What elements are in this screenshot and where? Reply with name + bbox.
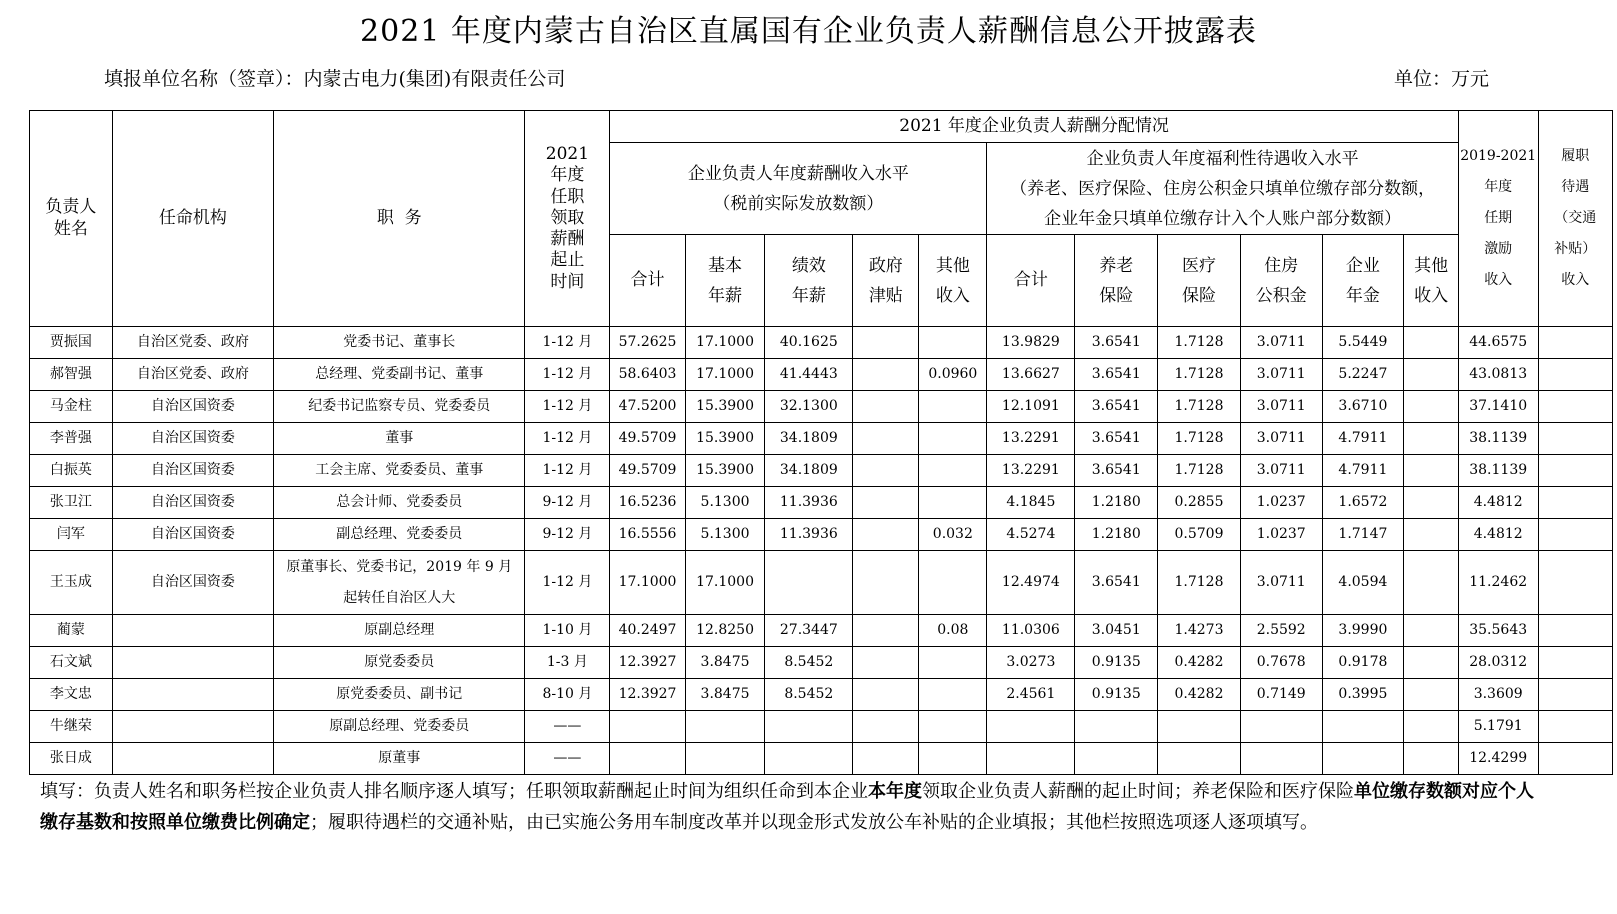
cell-welfare-total [987, 743, 1075, 775]
cell-housing-fund: 3.0711 [1240, 423, 1322, 455]
header-annuity: 企业 年金 [1322, 235, 1404, 327]
cell-medical: 1.7128 [1158, 423, 1241, 455]
salary-table [29, 110, 1613, 775]
cell-duty-allowance [1538, 743, 1613, 775]
cell-incentive: 37.1410 [1458, 391, 1538, 423]
cell-welfare-other [1404, 423, 1459, 455]
cell-incentive: 11.2462 [1458, 551, 1538, 615]
header-incentive: 2019-2021 年度 任期 激励 收入 [1458, 111, 1538, 327]
cell-appointer [112, 711, 273, 743]
cell-welfare-total: 13.6627 [987, 359, 1075, 391]
cell-salary-total: 47.5200 [610, 391, 685, 423]
cell-position: 总会计师、党委委员 [274, 487, 525, 519]
cell-welfare-other [1404, 551, 1459, 615]
cell-name: 张日成 [30, 743, 113, 775]
cell-performance-salary: 8.5452 [765, 647, 853, 679]
cell-performance-salary: 32.1300 [765, 391, 853, 423]
cell-period: —— [525, 743, 610, 775]
cell-salary-other: 0.08 [919, 615, 987, 647]
cell-duty-allowance [1538, 487, 1613, 519]
cell-position: 董事 [274, 423, 525, 455]
cell-period: 1-12 月 [525, 551, 610, 615]
table-row [30, 487, 1613, 519]
cell-pension: 1.2180 [1075, 487, 1158, 519]
cell-base-salary: 5.1300 [685, 519, 765, 551]
cell-performance-salary: 8.5452 [765, 679, 853, 711]
cell-duty-allowance [1538, 423, 1613, 455]
header-period: 2021 年度 任职 领取 薪酬 起止 时间 [525, 111, 610, 327]
cell-welfare-other [1404, 647, 1459, 679]
cell-appointer: 自治区国资委 [112, 519, 273, 551]
cell-housing-fund [1240, 711, 1322, 743]
header-gov-allowance: 政府 津贴 [853, 235, 919, 327]
cell-position: 原党委委员、副书记 [274, 679, 525, 711]
cell-welfare-total: 11.0306 [987, 615, 1075, 647]
cell-performance-salary [765, 711, 853, 743]
cell-medical [1158, 711, 1241, 743]
cell-salary-other [919, 391, 987, 423]
cell-base-salary [685, 711, 765, 743]
cell-name: 白振英 [30, 455, 113, 487]
cell-name: 李文忠 [30, 679, 113, 711]
cell-gov-allowance [853, 359, 919, 391]
cell-name: 马金柱 [30, 391, 113, 423]
cell-welfare-total: 13.2291 [987, 455, 1075, 487]
cell-appointer [112, 615, 273, 647]
cell-performance-salary [765, 743, 853, 775]
cell-name: 李普强 [30, 423, 113, 455]
cell-gov-allowance [853, 615, 919, 647]
cell-period: 1-12 月 [525, 455, 610, 487]
header-welfare-total: 合计 [987, 235, 1075, 327]
cell-salary-other: 0.032 [919, 519, 987, 551]
cell-base-salary: 15.3900 [685, 391, 765, 423]
cell-pension: 3.0451 [1075, 615, 1158, 647]
cell-housing-fund: 3.0711 [1240, 551, 1322, 615]
cell-incentive: 4.4812 [1458, 519, 1538, 551]
table-row [30, 679, 1613, 711]
cell-appointer [112, 743, 273, 775]
cell-position: 副总经理、党委委员 [274, 519, 525, 551]
cell-salary-total: 40.2497 [610, 615, 685, 647]
cell-welfare-total: 4.1845 [987, 487, 1075, 519]
cell-salary-total: 49.5709 [610, 423, 685, 455]
header-performance-salary: 绩效 年薪 [765, 235, 853, 327]
cell-name: 牛继荣 [30, 711, 113, 743]
cell-base-salary: 3.8475 [685, 647, 765, 679]
cell-incentive: 5.1791 [1458, 711, 1538, 743]
cell-housing-fund: 3.0711 [1240, 327, 1322, 359]
cell-name: 蔺蒙 [30, 615, 113, 647]
cell-welfare-total: 12.1091 [987, 391, 1075, 423]
cell-duty-allowance [1538, 647, 1613, 679]
cell-welfare-total: 13.9829 [987, 327, 1075, 359]
cell-annuity: 0.3995 [1322, 679, 1404, 711]
cell-performance-salary [765, 551, 853, 615]
cell-salary-other [919, 743, 987, 775]
cell-performance-salary: 34.1809 [765, 455, 853, 487]
cell-annuity: 4.7911 [1322, 423, 1404, 455]
table-row [30, 743, 1613, 775]
cell-housing-fund: 3.0711 [1240, 455, 1322, 487]
cell-period: 9-12 月 [525, 487, 610, 519]
cell-appointer: 自治区国资委 [112, 487, 273, 519]
cell-position: 党委书记、董事长 [274, 327, 525, 359]
cell-salary-total: 57.2625 [610, 327, 685, 359]
cell-period: 1-3 月 [525, 647, 610, 679]
cell-housing-fund: 1.0237 [1240, 487, 1322, 519]
table-row [30, 551, 1613, 615]
cell-appointer: 自治区国资委 [112, 551, 273, 615]
cell-housing-fund: 0.7678 [1240, 647, 1322, 679]
cell-position: 原党委委员 [274, 647, 525, 679]
header-welfare-other: 其他 收入 [1404, 235, 1459, 327]
cell-salary-total: 12.3927 [610, 647, 685, 679]
cell-gov-allowance [853, 743, 919, 775]
cell-base-salary [685, 743, 765, 775]
cell-gov-allowance [853, 487, 919, 519]
cell-incentive: 43.0813 [1458, 359, 1538, 391]
cell-pension: 3.6541 [1075, 327, 1158, 359]
cell-medical: 0.4282 [1158, 679, 1241, 711]
cell-housing-fund: 3.0711 [1240, 391, 1322, 423]
cell-performance-salary: 11.3936 [765, 487, 853, 519]
cell-annuity: 0.9178 [1322, 647, 1404, 679]
cell-performance-salary: 11.3936 [765, 519, 853, 551]
cell-duty-allowance [1538, 327, 1613, 359]
cell-appointer: 自治区党委、政府 [112, 359, 273, 391]
cell-annuity: 1.6572 [1322, 487, 1404, 519]
cell-pension [1075, 743, 1158, 775]
cell-pension [1075, 711, 1158, 743]
header-name: 负责人 姓名 [30, 111, 113, 327]
page-title: 2021 年度内蒙古自治区直属国有企业负责人薪酬信息公开披露表 [360, 14, 1257, 49]
cell-base-salary: 17.1000 [685, 551, 765, 615]
cell-duty-allowance [1538, 711, 1613, 743]
cell-housing-fund: 2.5592 [1240, 615, 1322, 647]
cell-pension: 0.9135 [1075, 647, 1158, 679]
cell-base-salary: 3.8475 [685, 679, 765, 711]
cell-position: 原副总经理 [274, 615, 525, 647]
cell-duty-allowance [1538, 455, 1613, 487]
cell-position: 工会主席、党委委员、董事 [274, 455, 525, 487]
cell-duty-allowance [1538, 391, 1613, 423]
cell-salary-other [919, 551, 987, 615]
cell-annuity: 4.7911 [1322, 455, 1404, 487]
cell-gov-allowance [853, 423, 919, 455]
cell-gov-allowance [853, 647, 919, 679]
cell-welfare-other [1404, 327, 1459, 359]
cell-name: 郝智强 [30, 359, 113, 391]
cell-gov-allowance [853, 711, 919, 743]
cell-medical [1158, 743, 1241, 775]
cell-salary-total [610, 711, 685, 743]
cell-annuity: 4.0594 [1322, 551, 1404, 615]
cell-welfare-other [1404, 455, 1459, 487]
cell-incentive: 28.0312 [1458, 647, 1538, 679]
cell-gov-allowance [853, 327, 919, 359]
header-salary-total: 合计 [610, 235, 685, 327]
cell-gov-allowance [853, 551, 919, 615]
cell-pension: 1.2180 [1075, 519, 1158, 551]
cell-annuity: 1.7147 [1322, 519, 1404, 551]
cell-name: 贾振国 [30, 327, 113, 359]
header-salary-group: 企业负责人年度薪酬收入水平 （税前实际发放数额） [610, 143, 987, 235]
cell-salary-total: 12.3927 [610, 679, 685, 711]
cell-welfare-other [1404, 359, 1459, 391]
header-medical: 医疗 保险 [1158, 235, 1241, 327]
cell-period: 1-10 月 [525, 615, 610, 647]
cell-pension: 3.6541 [1075, 551, 1158, 615]
cell-gov-allowance [853, 679, 919, 711]
cell-welfare-other [1404, 679, 1459, 711]
cell-annuity: 5.2247 [1322, 359, 1404, 391]
cell-pension: 3.6541 [1075, 391, 1158, 423]
cell-duty-allowance [1538, 551, 1613, 615]
cell-salary-total: 58.6403 [610, 359, 685, 391]
cell-period: 1-12 月 [525, 423, 610, 455]
cell-position: 原董事 [274, 743, 525, 775]
cell-salary-other [919, 423, 987, 455]
cell-performance-salary: 27.3447 [765, 615, 853, 647]
cell-welfare-other [1404, 487, 1459, 519]
cell-pension: 0.9135 [1075, 679, 1158, 711]
table-row [30, 455, 1613, 487]
cell-position: 纪委书记监察专员、党委委员 [274, 391, 525, 423]
cell-housing-fund: 1.0237 [1240, 519, 1322, 551]
cell-performance-salary: 40.1625 [765, 327, 853, 359]
table-row [30, 519, 1613, 551]
cell-period: 1-12 月 [525, 391, 610, 423]
cell-incentive: 38.1139 [1458, 455, 1538, 487]
header-base-salary: 基本 年薪 [685, 235, 765, 327]
cell-name: 闫军 [30, 519, 113, 551]
header-position: 职 务 [274, 111, 525, 327]
cell-duty-allowance [1538, 679, 1613, 711]
cell-incentive: 44.6575 [1458, 327, 1538, 359]
table-row [30, 391, 1613, 423]
reporting-unit: 填报单位名称（签章）：内蒙古电力(集团)有限责任公司 [104, 68, 566, 90]
cell-appointer: 自治区党委、政府 [112, 327, 273, 359]
cell-salary-other [919, 711, 987, 743]
cell-medical: 0.5709 [1158, 519, 1241, 551]
cell-welfare-total: 3.0273 [987, 647, 1075, 679]
cell-name: 张卫江 [30, 487, 113, 519]
cell-incentive: 38.1139 [1458, 423, 1538, 455]
cell-housing-fund: 3.0711 [1240, 359, 1322, 391]
header-appointer: 任命机构 [112, 111, 273, 327]
cell-appointer [112, 679, 273, 711]
cell-welfare-other [1404, 519, 1459, 551]
cell-medical: 1.7128 [1158, 359, 1241, 391]
cell-salary-other [919, 647, 987, 679]
cell-performance-salary: 41.4443 [765, 359, 853, 391]
cell-period: 1-12 月 [525, 327, 610, 359]
cell-salary-other [919, 487, 987, 519]
cell-base-salary: 15.3900 [685, 455, 765, 487]
cell-medical: 0.2855 [1158, 487, 1241, 519]
cell-position: 原董事长、党委书记，2019 年 9 月起转任自治区人大 [274, 551, 525, 615]
cell-incentive: 3.3609 [1458, 679, 1538, 711]
cell-position: 原副总经理、党委委员 [274, 711, 525, 743]
cell-salary-other [919, 679, 987, 711]
cell-position: 总经理、党委副书记、董事 [274, 359, 525, 391]
cell-annuity: 3.6710 [1322, 391, 1404, 423]
cell-period: —— [525, 711, 610, 743]
cell-salary-total: 16.5556 [610, 519, 685, 551]
header-salary-other: 其他 收入 [919, 235, 987, 327]
cell-housing-fund [1240, 743, 1322, 775]
cell-salary-total: 17.1000 [610, 551, 685, 615]
header-pension: 养老 保险 [1075, 235, 1158, 327]
cell-welfare-total: 4.5274 [987, 519, 1075, 551]
cell-appointer [112, 647, 273, 679]
cell-incentive: 12.4299 [1458, 743, 1538, 775]
header-welfare-group: 企业负责人年度福利性待遇收入水平 （养老、医疗保险、住房公积金只填单位缴存部分数额， 企业年金只填单位缴存计入个人账户部分数额） [987, 143, 1459, 235]
cell-annuity [1322, 743, 1404, 775]
cell-welfare-total: 12.4974 [987, 551, 1075, 615]
cell-salary-other: 0.0960 [919, 359, 987, 391]
cell-appointer: 自治区国资委 [112, 455, 273, 487]
cell-appointer: 自治区国资委 [112, 423, 273, 455]
cell-annuity [1322, 711, 1404, 743]
cell-name: 石文斌 [30, 647, 113, 679]
cell-annuity: 3.9990 [1322, 615, 1404, 647]
cell-salary-total [610, 743, 685, 775]
cell-medical: 0.4282 [1158, 647, 1241, 679]
cell-incentive: 35.5643 [1458, 615, 1538, 647]
cell-base-salary: 5.1300 [685, 487, 765, 519]
table-row [30, 423, 1613, 455]
table-row [30, 647, 1613, 679]
cell-performance-salary: 34.1809 [765, 423, 853, 455]
cell-name: 王玉成 [30, 551, 113, 615]
cell-medical: 1.7128 [1158, 455, 1241, 487]
cell-welfare-total [987, 711, 1075, 743]
cell-duty-allowance [1538, 359, 1613, 391]
cell-appointer: 自治区国资委 [112, 391, 273, 423]
cell-annuity: 5.5449 [1322, 327, 1404, 359]
cell-base-salary: 17.1000 [685, 327, 765, 359]
header-distribution: 2021 年度企业负责人薪酬分配情况 [610, 111, 1459, 143]
cell-medical: 1.7128 [1158, 327, 1241, 359]
cell-pension: 3.6541 [1075, 359, 1158, 391]
table-row [30, 359, 1613, 391]
cell-gov-allowance [853, 519, 919, 551]
header-duty-allowance: 履职 待遇 （交通 补贴） 收入 [1538, 111, 1613, 327]
cell-welfare-total: 2.4561 [987, 679, 1075, 711]
cell-pension: 3.6541 [1075, 455, 1158, 487]
table-row [30, 711, 1613, 743]
cell-period: 9-12 月 [525, 519, 610, 551]
cell-base-salary: 15.3900 [685, 423, 765, 455]
table-row [30, 327, 1613, 359]
cell-duty-allowance [1538, 615, 1613, 647]
header-housing-fund: 住房 公积金 [1240, 235, 1322, 327]
cell-incentive: 4.4812 [1458, 487, 1538, 519]
cell-medical: 1.7128 [1158, 391, 1241, 423]
cell-period: 8-10 月 [525, 679, 610, 711]
cell-welfare-other [1404, 711, 1459, 743]
cell-gov-allowance [853, 391, 919, 423]
cell-salary-total: 16.5236 [610, 487, 685, 519]
cell-salary-total: 49.5709 [610, 455, 685, 487]
cell-medical: 1.7128 [1158, 551, 1241, 615]
footnote: 填写：负责人姓名和职务栏按企业负责人排名顺序逐人填写；任职领取薪酬起止时间为组织任命到本企业本年度领取企业负责人薪酬的起止时间；养老保险和医疗保险单位缴存数额对应个人缴存基数和按照单位缴费比例确定；履职待遇栏的交通补贴，由已实施公务用车制度改革并以现金形式发放公车补贴的企业填报；其他栏按照选项逐人逐项填写。 [40, 781, 1534, 833]
cell-welfare-other [1404, 391, 1459, 423]
cell-medical: 1.4273 [1158, 615, 1241, 647]
cell-welfare-total: 13.2291 [987, 423, 1075, 455]
cell-salary-other [919, 455, 987, 487]
cell-gov-allowance [853, 455, 919, 487]
cell-duty-allowance [1538, 519, 1613, 551]
cell-pension: 3.6541 [1075, 423, 1158, 455]
cell-welfare-other [1404, 615, 1459, 647]
cell-base-salary: 12.8250 [685, 615, 765, 647]
cell-period: 1-12 月 [525, 359, 610, 391]
unit-label: 单位：万元 [1393, 68, 1489, 90]
cell-welfare-other [1404, 743, 1459, 775]
table-row [30, 615, 1613, 647]
cell-salary-other [919, 327, 987, 359]
cell-housing-fund: 0.7149 [1240, 679, 1322, 711]
cell-base-salary: 17.1000 [685, 359, 765, 391]
